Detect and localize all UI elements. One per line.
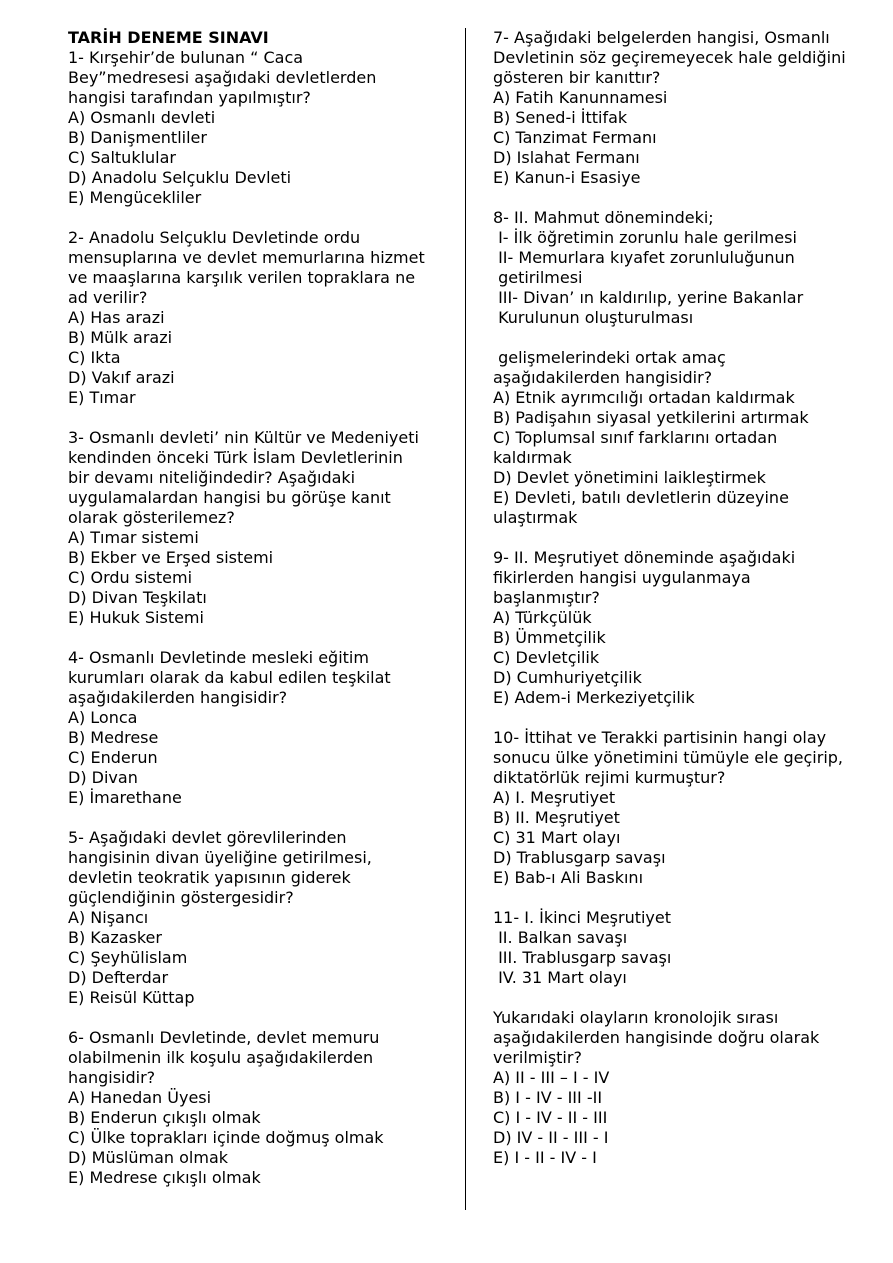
question-text: gösteren bir kanıttır?: [493, 68, 661, 87]
left-question-list: [68, 48, 460, 1188]
answer-option: A) I. Meşrutiyet: [493, 788, 616, 807]
question-text: Kurulunun oluşturulması: [493, 308, 694, 327]
question-text: getirilmesi: [493, 268, 583, 287]
answer-option: A) Has arazi: [68, 308, 165, 327]
answer-option: A) Türkçülük: [493, 608, 592, 627]
question-text: güçlendiğinin göstergesidir?: [68, 888, 294, 907]
question-text: aşağıdakilerden hangisidir?: [493, 368, 713, 387]
answer-option: B) Ekber ve Erşed sistemi: [68, 548, 274, 567]
question-text: kendinden önceki Türk İslam Devletlerinin: [68, 448, 403, 467]
answer-option: B) Enderun çıkışlı olmak: [68, 1108, 261, 1127]
answer-option: ulaştırmak: [493, 508, 578, 527]
answer-option: B) Sened-i İttifak: [493, 108, 628, 127]
answer-option: D) Divan: [68, 768, 138, 787]
question-text: verilmiştir?: [493, 1048, 582, 1067]
answer-option: C) Şeyhülislam: [68, 948, 188, 967]
question-text: devletin teokratik yapısının giderek: [68, 868, 351, 887]
answer-option: E) I - II - IV - I: [493, 1148, 597, 1167]
answer-option: A) Etnik ayrımcılığı ortadan kaldırmak: [493, 388, 795, 407]
answer-option: E) Kanun-i Esasiye: [493, 168, 641, 187]
question-text: Devletinin söz geçiremeyecek hale geldiğini: [493, 48, 846, 67]
answer-option: E) Devleti, batılı devletlerin düzeyine: [493, 488, 789, 507]
question-block: [68, 428, 460, 628]
question-text: II. Balkan savaşı: [493, 928, 628, 947]
answer-option: C) Ikta: [68, 348, 121, 367]
answer-option: A) Tımar sistemi: [68, 528, 199, 547]
question-text: 9- II. Meşrutiyet döneminde aşağıdaki: [493, 548, 796, 567]
question-text: III. Trablusgarp savaşı: [493, 948, 672, 967]
question-text: kurumları olarak da kabul edilen teşkilat: [68, 668, 391, 687]
answer-option: A) II - III – I - IV: [493, 1068, 610, 1087]
answer-option: C) I - IV - II - III: [493, 1108, 608, 1127]
question-text: diktatörlük rejimi kurmuştur?: [493, 768, 726, 787]
question-text: I- İlk öğretimin zorunlu hale gerilmesi: [493, 228, 797, 247]
answer-option: E) İmarethane: [68, 788, 182, 807]
answer-option: E) Tımar: [68, 388, 136, 407]
question-text: mensuplarına ve devlet memurlarına hizmet: [68, 248, 425, 267]
question-text: Yukarıdaki olayların kronolojik sırası: [493, 1008, 779, 1027]
right-question-list: [493, 28, 885, 1168]
answer-option: D) Devlet yönetimini laikleştirmek: [493, 468, 766, 487]
question-block: [68, 1028, 460, 1188]
answer-option: D) Anadolu Selçuklu Devleti: [68, 168, 292, 187]
question-text: ve maaşlarına karşılık verilen topraklara ne: [68, 268, 416, 287]
question-text: olabilmenin ilk koşulu aşağıdakilerden: [68, 1048, 374, 1067]
answer-option: C) Saltuklular: [68, 148, 176, 167]
blank-line: [493, 988, 885, 1008]
right-column: [493, 28, 885, 1188]
column-divider: [465, 28, 466, 1210]
answer-option: B) Ümmetçilik: [493, 628, 606, 647]
blank-line: [493, 328, 885, 348]
question-text: Bey”medresesi aşağıdaki devletlerden: [68, 68, 377, 87]
question-block: [68, 648, 460, 808]
answer-option: C) Ülke toprakları içinde doğmuş olmak: [68, 1128, 384, 1147]
answer-option: B) Medrese: [68, 728, 159, 747]
answer-option: E) Mengücekliler: [68, 188, 202, 207]
answer-option: E) Adem-i Merkeziyetçilik: [493, 688, 695, 707]
question-block: [493, 208, 885, 528]
answer-option: E) Reisül Küttap: [68, 988, 195, 1007]
question-text: hangisidir?: [68, 1068, 156, 1087]
answer-option: C) 31 Mart olayı: [493, 828, 621, 847]
question-block: [493, 908, 885, 1168]
question-text: 2- Anadolu Selçuklu Devletinde ordu: [68, 228, 361, 247]
question-text: 6- Osmanlı Devletinde, devlet memuru: [68, 1028, 380, 1047]
question-block: [68, 48, 460, 208]
answer-option: C) Toplumsal sınıf farklarını ortadan: [493, 428, 778, 447]
answer-option: E) Medrese çıkışlı olmak: [68, 1168, 261, 1187]
question-text: 3- Osmanlı devleti’ nin Kültür ve Medeniyeti: [68, 428, 419, 447]
answer-option: E) Bab-ı Ali Baskını: [493, 868, 644, 887]
question-block: [493, 728, 885, 888]
question-text: sonucu ülke yönetimini tümüyle ele geçirip,: [493, 748, 844, 767]
question-block: [493, 28, 885, 188]
question-text: başlanmıştır?: [493, 588, 600, 607]
question-text: 1- Kırşehir’de bulunan “ Caca: [68, 48, 304, 67]
answer-option: E) Hukuk Sistemi: [68, 608, 204, 627]
question-text: hangisinin divan üyeliğine getirilmesi,: [68, 848, 372, 867]
answer-option: D) Vakıf arazi: [68, 368, 175, 387]
question-text: IV. 31 Mart olayı: [493, 968, 627, 987]
question-text: gelişmelerindeki ortak amaç: [493, 348, 726, 367]
question-text: II- Memurlara kıyafet zorunluluğunun: [493, 248, 795, 267]
question-text: 10- İttihat ve Terakki partisinin hangi olay: [493, 728, 827, 747]
answer-option: A) Fatih Kanunnamesi: [493, 88, 668, 107]
answer-option: A) Hanedan Üyesi: [68, 1088, 212, 1107]
question-text: bir devamı niteliğindedir? Aşağıdaki: [68, 468, 356, 487]
answer-option: B) I - IV - III -II: [493, 1088, 603, 1107]
question-text: fikirlerden hangisi uygulanmaya: [493, 568, 751, 587]
answer-option: B) Kazasker: [68, 928, 162, 947]
question-text: III- Divan’ ın kaldırılıp, yerine Bakanlar: [493, 288, 804, 307]
answer-option: C) Ordu sistemi: [68, 568, 193, 587]
question-text: hangisi tarafından yapılmıştır?: [68, 88, 311, 107]
question-block: [68, 228, 460, 408]
question-text: ad verilir?: [68, 288, 148, 307]
question-text: 4- Osmanlı Devletinde mesleki eğitim: [68, 648, 369, 667]
answer-option: D) IV - II - III - I: [493, 1128, 609, 1147]
answer-option: D) Trablusgarp savaşı: [493, 848, 666, 867]
answer-option: D) Müslüman olmak: [68, 1148, 229, 1167]
question-text: 5- Aşağıdaki devlet görevlilerinden: [68, 828, 347, 847]
question-block: [493, 548, 885, 708]
answer-option: D) Defterdar: [68, 968, 169, 987]
answer-option: A) Lonca: [68, 708, 138, 727]
answer-option: D) Islahat Fermanı: [493, 148, 640, 167]
question-text: 8- II. Mahmut dönemindeki;: [493, 208, 714, 227]
question-block: [68, 828, 460, 1008]
answer-option: B) II. Meşrutiyet: [493, 808, 620, 827]
answer-option: B) Danişmentliler: [68, 128, 207, 147]
answer-option: D) Divan Teşkilatı: [68, 588, 207, 607]
answer-option: C) Tanzimat Fermanı: [493, 128, 657, 147]
left-column: [68, 28, 460, 1208]
question-text: 7- Aşağıdaki belgelerden hangisi, Osmanlı: [493, 28, 830, 47]
question-text: aşağıdakilerden hangisinde doğru olarak: [493, 1028, 820, 1047]
question-text: olarak gösterilemez?: [68, 508, 235, 527]
answer-option: B) Mülk arazi: [68, 328, 173, 347]
question-text: 11- I. İkinci Meşrutiyet: [493, 908, 672, 927]
exam-title: TARİH DENEME SINAVI: [68, 28, 269, 47]
answer-option: A) Nişancı: [68, 908, 149, 927]
answer-option: A) Osmanlı devleti: [68, 108, 216, 127]
answer-option: C) Devletçilik: [493, 648, 600, 667]
question-text: aşağıdakilerden hangisidir?: [68, 688, 288, 707]
question-text: uygulamalardan hangisi bu görüşe kanıt: [68, 488, 391, 507]
answer-option: D) Cumhuriyetçilik: [493, 668, 642, 687]
answer-option: C) Enderun: [68, 748, 158, 767]
answer-option: B) Padişahın siyasal yetkilerini artırmak: [493, 408, 809, 427]
answer-option: kaldırmak: [493, 448, 572, 467]
